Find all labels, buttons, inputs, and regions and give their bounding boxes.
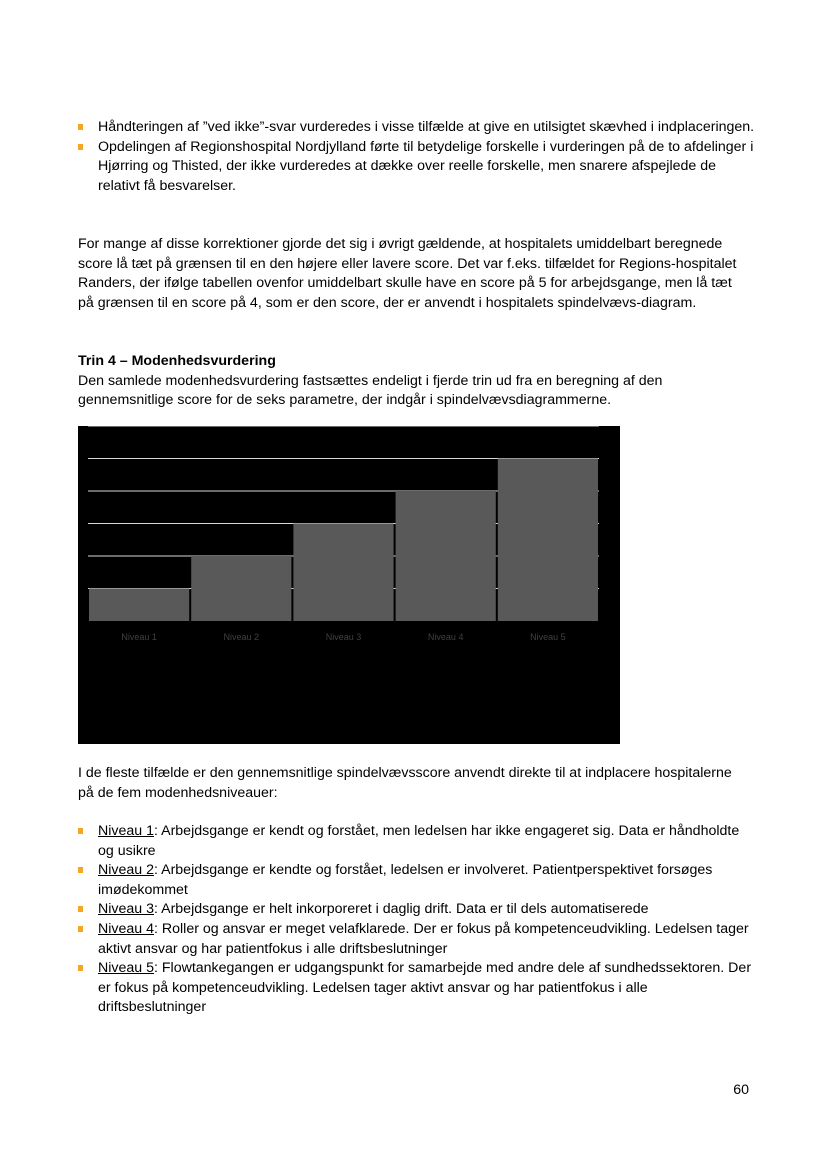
x-tick-label: Niveau 4 — [427, 632, 464, 642]
section-heading: Trin 4 – Modenhedsvurdering — [78, 353, 276, 369]
level-name: Niveau 5 — [98, 960, 154, 977]
section-trin-4 — [78, 352, 750, 411]
maturity-bar-chart — [78, 426, 620, 744]
bar-niveau-1 — [89, 589, 189, 622]
bullet-square-icon — [78, 965, 83, 971]
bullet-square-icon — [78, 906, 83, 912]
bullet-square-icon — [78, 926, 83, 932]
list-item-level-2 — [78, 861, 758, 900]
x-tick-label: Niveau 1 — [121, 632, 157, 642]
list-item-level-5 — [78, 959, 758, 1018]
level-description: : Flowtankegangen er udgangspunkt for samarbejde med andre dele af sundhedssektoren. Der er fokus på kompetenceudvikling. Ledelsen tager aktivt ansvar og har patientfokus i alle driftsbeslutninger — [98, 960, 752, 1016]
level-name: Niveau 4 — [98, 920, 154, 937]
x-tick-label: Niveau 2 — [223, 632, 260, 642]
bullet-square-icon — [78, 867, 83, 873]
level-description: : Arbejdsgange er kendt og forstået, men ledelsen har ikke engageret sig. Data er håndholdte og usikre — [98, 823, 740, 859]
list-item-level-3 — [78, 900, 758, 920]
level-name: Niveau 1 — [98, 823, 154, 839]
level-description: : Roller og ansvar er meget velafklarede. Der er fokus på kompetenceudvikling. Ledelsen tager aktivt ansvar og har patientfokus i alle driftsbeslutninger — [98, 920, 749, 957]
x-tick-label: Niveau 3 — [325, 632, 362, 642]
bullet-square-icon — [78, 144, 83, 150]
list-item-level-4 — [78, 920, 758, 959]
level-name: Niveau 2 — [98, 862, 154, 879]
bullet-square-icon — [78, 124, 83, 130]
bar-niveau-3 — [293, 524, 393, 622]
list-item-level-1 — [78, 822, 758, 861]
bar-niveau-4 — [396, 491, 496, 621]
bar-niveau-5 — [498, 459, 598, 622]
x-tick-label: Niveau 5 — [530, 632, 566, 642]
top-bullet-list — [78, 118, 758, 196]
level-name: Niveau 3 — [98, 901, 154, 918]
bullet-text: Håndteringen af ”ved ikke”-svar vurderedes i visse tilfælde at give en utilsigtet skævhed i indplaceringen. — [98, 119, 755, 135]
bar-niveau-2 — [191, 556, 291, 621]
list-item — [78, 118, 758, 138]
bullet-square-icon — [78, 828, 83, 834]
page-number: 60 — [733, 1082, 749, 1098]
list-item — [78, 138, 758, 197]
levels-list — [78, 822, 758, 1018]
paragraph-corrections: For mange af disse korrektioner gjorde det sig i øvrigt gældende, at hospitalets umiddelbart beregnede score lå tæt på grænsen til en den højere eller lavere score. Det var f.eks. tilfældet for Regions-hospitalet Randers, der ifølge tabellen ovenfor umiddelbart skulle have en score på 5 for arbejdsgange, men lå tæt på grænsen til en score på 4, som er den score, der er anvendt i hospitalets spindelvævs-diagram. — [78, 236, 737, 311]
level-description: : Arbejdsgange er helt inkorporeret i daglig drift. Data er til dels automatiserede — [154, 901, 649, 918]
paragraph-levels-intro: I de fleste tilfælde er den gennemsnitlige spindelvævsscore anvendt direkte til at indplacere hospitalerne på de fem modenhedsniveauer: — [78, 765, 732, 801]
level-description: : Arbejdsgange er kendte og forstået, ledelsen er involveret. Patientperspektivet forsøges imødekommet — [98, 862, 713, 898]
chart-canvas — [78, 426, 620, 744]
paragraph-maturity: Den samlede modenhedsvurdering fastsættes endeligt i fjerde trin ud fra en beregning af den gennemsnitlige score for de seks parametre, der indgår i spindelvævsdiagrammerne. — [78, 372, 663, 409]
bullet-text: Opdelingen af Regionshospital Nordjylland førte til betydelige forskelle i vurderingen på de to afdelinger i Hjørring og Thisted, der ikke vurderedes at dække over reelle forskelle, men snarere afspejlede de relativt få besvarelser. — [98, 138, 754, 194]
